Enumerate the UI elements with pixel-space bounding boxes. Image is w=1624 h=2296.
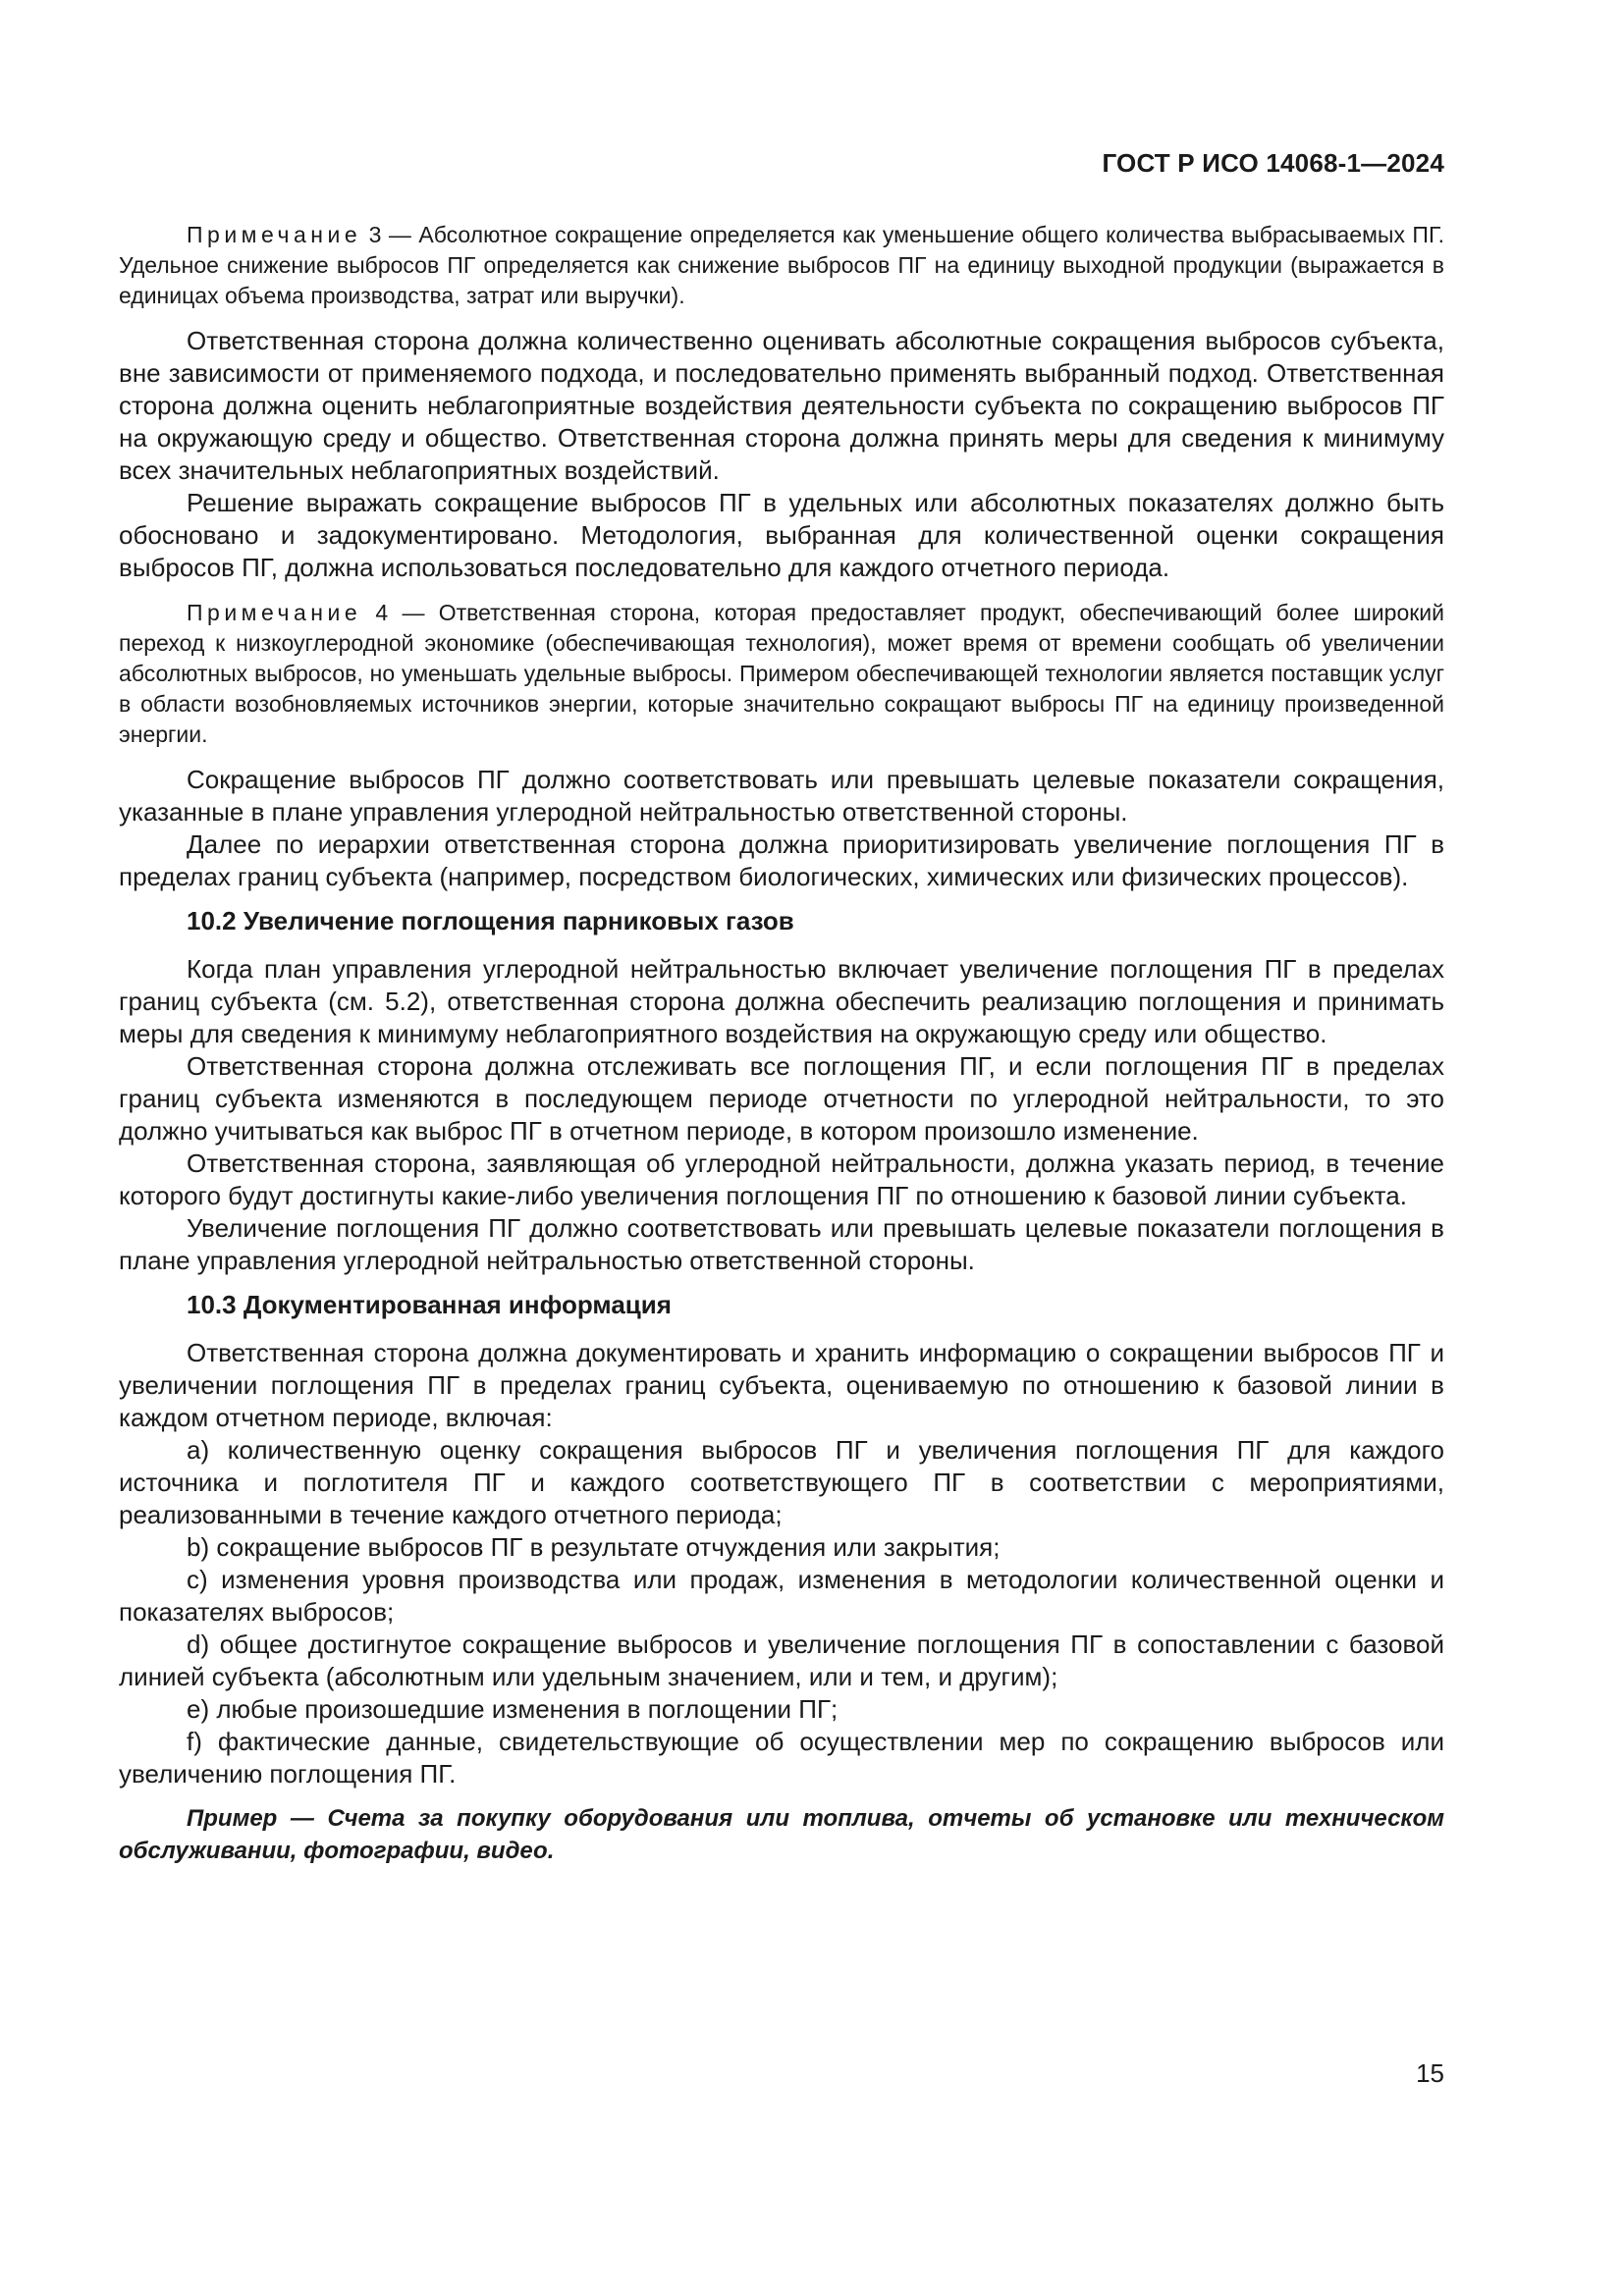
note-3	[119, 220, 1444, 311]
paragraph: Ответственная сторона, заявляющая об углеродной нейтральности, должна указать период, в течение которого будут достигнуты какие-либо увеличения поглощения ПГ по отношению к базовой линии субъекта.	[119, 1148, 1444, 1210]
list-item: f) фактические данные, свидетельствующие об осуществлении мер по сокращению выбросов или увеличению поглощения ПГ.	[119, 1727, 1444, 1789]
note-text: 4 — Ответственная сторона, которая предоставляет продукт, обеспечивающий более широкий переход к низкоуглеродной экономике (обеспечивающая технология), может время от времени сообщать об увеличении абсолютных выбросов, но уменьшать удельные выбросы. Примером обеспечивающей технологии является поставщик услуг в области возобновляемых источников энергии, которые значительно сокращают выбросы ПГ на единицу произведенной энергии.	[119, 600, 1444, 747]
section-heading-10-2: 10.2 Увеличение поглощения парниковых газов	[187, 906, 794, 935]
note-label: Примечание	[187, 222, 362, 247]
section-heading-10-3: 10.3 Документированная информация	[187, 1290, 672, 1319]
paragraph: Ответственная сторона должна документировать и хранить информацию о сокращении выбросов ПГ и увеличении поглощения ПГ в пределах границ субъекта, оцениваемую по отношению к базовой линии в каждом отчетном периоде, включая:	[119, 1338, 1444, 1432]
paragraph: Когда план управления углеродной нейтральностью включает увеличение поглощения ПГ в пределах границ субъекта (см. 5.2), ответственная сторона должна обеспечить реализацию поглощения и принимать меры для сведения к минимуму неблагоприятного воздействия на окружающую среду или общество.	[119, 954, 1444, 1048]
note-label: Примечание	[187, 600, 362, 625]
paragraph: Решение выражать сокращение выбросов ПГ в удельных или абсолютных показателях должно быть обосновано и задокументировано. Методология, выбранная для количественной оценки сокращения выбросов ПГ, должна использоваться последовательно для каждого отчетного периода.	[119, 488, 1444, 582]
paragraph: Далее по иерархии ответственная сторона должна приоритизировать увеличение поглощения ПГ в пределах границ субъекта (например, посредством биологических, химических или физических процессов).	[119, 829, 1444, 891]
note-4	[119, 598, 1444, 750]
list-item: e) любые произошедшие изменения в поглощении ПГ;	[187, 1694, 839, 1724]
paragraph: Ответственная сторона должна количественно оценивать абсолютные сокращения выбросов субъекта, вне зависимости от применяемого подхода, и последовательно применять выбранный подход. Ответственная сторона должна оценить неблагоприятные воздействия деятельности субъекта по сокращению выбросов ПГ на окружающую среду и общество. Ответственная сторона должна принять меры для сведения к минимуму всех значительных неблагоприятных воздействий.	[119, 326, 1444, 485]
page-number: 15	[1416, 2058, 1444, 2088]
paragraph: Увеличение поглощения ПГ должно соответствовать или превышать целевые показатели поглощения в плане управления углеродной нейтральностью ответственной стороны.	[119, 1213, 1444, 1275]
paragraph: Ответственная сторона должна отслеживать все поглощения ПГ, и если поглощения ПГ в пределах границ субъекта изменяются в последующем периоде отчетности по углеродной нейтральности, то это должно учитываться как выброс ПГ в отчетном периоде, в котором произошло изменение.	[119, 1051, 1444, 1146]
document-body	[119, 220, 1444, 1867]
paragraph: Сокращение выбросов ПГ должно соответствовать или превышать целевые показатели сокращения, указанные в плане управления углеродной нейтральностью ответственной стороны.	[119, 765, 1444, 827]
standard-id-header: ГОСТ Р ИСО 14068-1—2024	[1102, 148, 1444, 178]
example-note: Пример — Счета за покупку оборудования или топлива, отчеты об установке или техническом обслуживании, фотографии, видео.	[119, 1805, 1444, 1864]
note-text: 3 — Абсолютное сокращение определяется как уменьшение общего количества выбрасываемых ПГ. Удельное снижение выбросов ПГ определяется как снижение выбросов ПГ на единицу выходной продукции (выражается в единицах объема производства, затрат или выручки).	[119, 222, 1444, 308]
list-item: d) общее достигнутое сокращение выбросов и увеличение поглощения ПГ в сопоставлении с базовой линией субъекта (абсолютным или удельным значением, или и тем, и другим);	[119, 1629, 1444, 1691]
list-item: b) сокращение выбросов ПГ в результате отчуждения или закрытия;	[187, 1532, 1001, 1562]
list-item: a) количественную оценку сокращения выбросов ПГ и увеличения поглощения ПГ для каждого источника и поглотителя ПГ и каждого соответствующего ПГ в соответствии с мероприятиями, реализованными в течение каждого отчетного периода;	[119, 1435, 1444, 1529]
list-item: c) изменения уровня производства или продаж, изменения в методологии количественной оценки и показателях выбросов;	[119, 1565, 1444, 1627]
